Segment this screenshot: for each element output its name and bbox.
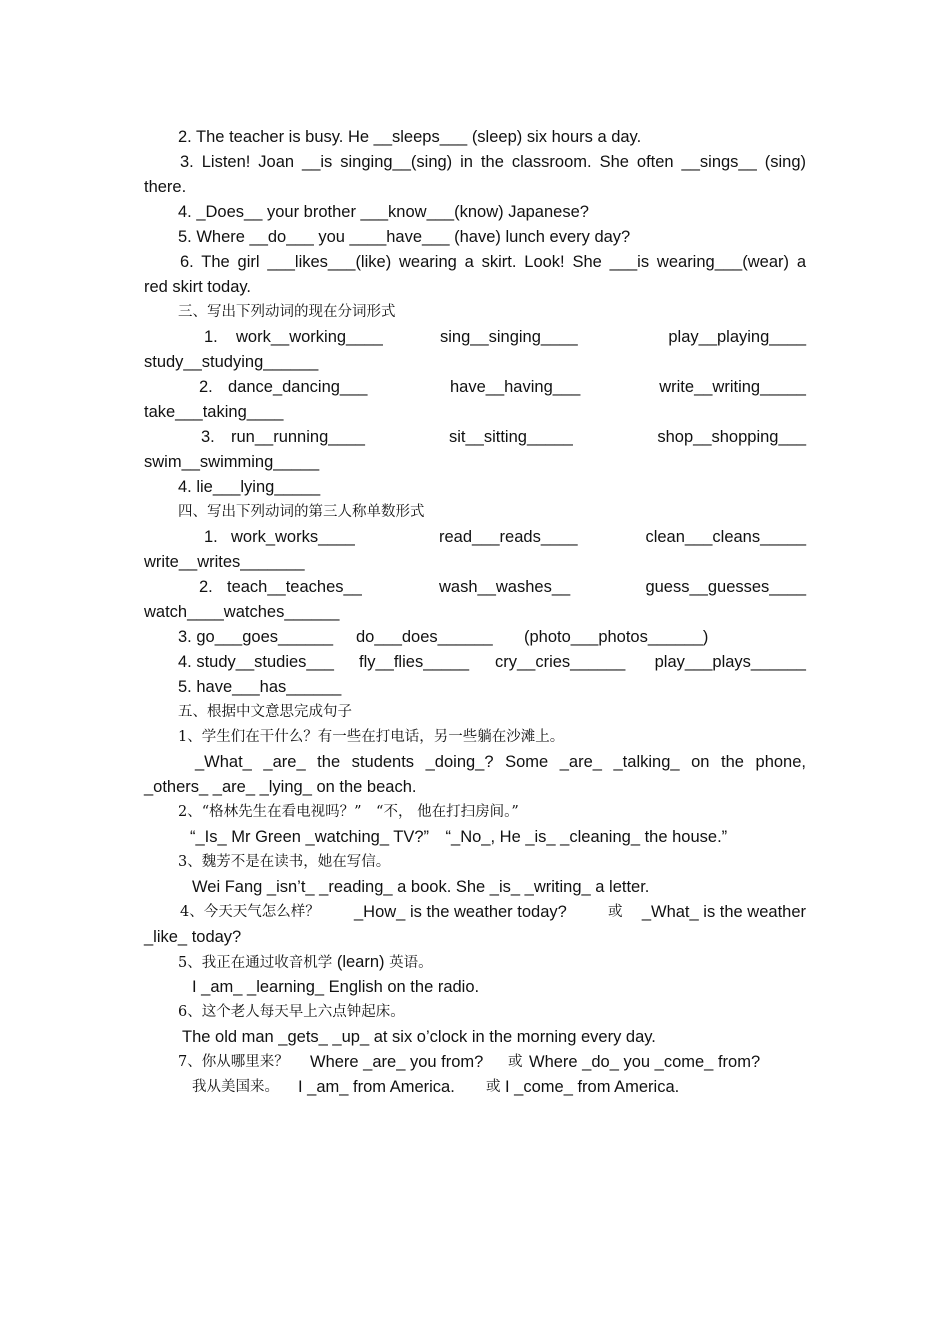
q4-line — [144, 900, 806, 925]
q4-chinese: 4、今天天气怎么样？ — [180, 904, 320, 920]
q4-or: 或 — [608, 904, 623, 920]
verb-answer: wash__washes__ — [439, 578, 571, 596]
row-number: 2. — [199, 578, 213, 596]
section-5-heading: 五、根据中文意思完成句子 — [178, 704, 352, 720]
q7-or: 或 — [508, 1054, 523, 1070]
verb-answer: dance_dancing___ — [228, 378, 368, 396]
q7-chinese: 7、你从哪里来？ — [178, 1054, 289, 1070]
verb-answer: guess__guesses____ — [645, 578, 806, 596]
q5-english: I _am_ _learning_ English on the radio. — [192, 978, 480, 996]
q7-answer-line — [144, 1075, 806, 1100]
q7-line — [144, 1050, 806, 1075]
verb-answer: clean___cleans_____ — [645, 528, 806, 546]
verb-answer: have__having___ — [450, 378, 581, 396]
row-number: 1. — [204, 528, 218, 546]
part4-row-5: 5. have___has______ — [178, 678, 342, 696]
part4-row-3 — [144, 625, 806, 650]
q1-english: _What_ _are_ the students _doing_? Some _are_ _talking_ on the phone, — [195, 753, 806, 771]
q4-english: _How_ is the weather today? — [354, 903, 567, 921]
q5-chinese-a: 5、我正在通过收音机学 — [178, 955, 333, 971]
exercise-2-4: 4. _Does__ your brother ___know___(know) Japanese? — [178, 203, 589, 221]
q2-chinese: 2、“格林先生在看电视吗？” “不， 他在打扫房间。” — [178, 804, 519, 820]
exercise-2-3: 3. Listen! Joan __is singing__(sing) in the classroom. She often __sings__ (sing) — [180, 153, 806, 171]
verb-answer: run__running____ — [231, 428, 365, 446]
q7-answer-or: 或 — [486, 1079, 501, 1095]
part3-row-2 — [144, 375, 806, 400]
q7-answer-english: I _am_ from America. — [298, 1078, 455, 1096]
verb-answer: 3. go___goes______ — [178, 628, 334, 646]
q4-english-cont: _like_ today? — [144, 928, 242, 946]
part4-row-2-cont: watch____watches______ — [144, 603, 340, 621]
part4-row-1 — [144, 525, 806, 550]
q6-english: The old man _gets_ _up_ at six o’clock in the morning every day. — [182, 1028, 656, 1046]
verb-answer: cry__cries______ — [495, 653, 626, 671]
q3-chinese: 3、魏芳不是在读书，她在写信。 — [178, 854, 391, 870]
exercise-2-6: 6. The girl ___likes___(like) wearing a skirt. Look! She ___is wearing___(wear) a — [180, 253, 806, 271]
q1-english-cont: _others_ _are_ _lying_ on the beach. — [144, 778, 417, 796]
q7-answer-english-alt: I _come_ from America. — [505, 1078, 680, 1096]
verb-answer: fly__flies_____ — [359, 653, 470, 671]
q4-english-alt: _What_ is the weather — [641, 903, 806, 921]
row-number: 1. — [204, 328, 218, 346]
verb-answer: do___does______ — [356, 628, 493, 646]
section-3-heading: 三、写出下列动词的现在分词形式 — [178, 304, 396, 320]
part4-row-1-cont: write__writes_______ — [144, 553, 305, 571]
exercise-2-6-cont: red skirt today. — [144, 278, 251, 296]
verb-answer: work_works____ — [231, 528, 355, 546]
part3-row-1-cont: study__studying______ — [144, 353, 319, 371]
verb-answer: play__playing____ — [668, 328, 806, 346]
q7-answer-chinese: 我从美国来。 — [192, 1079, 279, 1095]
verb-answer: work__working____ — [236, 328, 383, 346]
q7-english: Where _are_ you from? — [310, 1053, 484, 1071]
verb-answer: write__writing_____ — [659, 378, 806, 396]
q2-english: “_Is_ Mr Green _watching_ TV?” “_No_, He _is_ _cleaning_ the house.” — [190, 828, 728, 846]
part3-row-3 — [144, 425, 806, 450]
part3-row-4: 4. lie___lying_____ — [178, 478, 321, 496]
q5-verb-hint: (learn) — [332, 953, 390, 971]
verb-answer: sit__sitting_____ — [449, 428, 573, 446]
q5-chinese-b: 英语。 — [389, 955, 433, 971]
verb-answer: read___reads____ — [439, 528, 578, 546]
section-4-heading: 四、写出下列动词的第三人称单数形式 — [178, 504, 425, 520]
q1-chinese: 1、学生们在干什么？有一些在打电话，另一些躺在沙滩上。 — [178, 729, 565, 745]
q6-chinese: 6、这个老人每天早上六点钟起床。 — [178, 1004, 405, 1020]
verb-answer: (photo___photos______) — [524, 628, 709, 646]
q3-english: Wei Fang _isn’t_ _reading_ a book. She _is_ _writing_ a letter. — [192, 878, 650, 896]
part4-row-2 — [144, 575, 806, 600]
row-number: 3. — [201, 428, 215, 446]
part3-row-2-cont: take___taking____ — [144, 403, 284, 421]
verb-answer: teach__teaches__ — [227, 578, 362, 596]
part3-row-1 — [144, 325, 806, 350]
exercise-2-2: 2. The teacher is busy. He __sleeps___ (sleep) six hours a day. — [178, 128, 642, 146]
exercise-2-3-cont: there. — [144, 178, 187, 196]
part3-row-3-cont: swim__swimming_____ — [144, 453, 320, 471]
exercise-2-5: 5. Where __do___ you ____have___ (have) lunch every day? — [178, 228, 631, 246]
verb-answer: 4. study__studies___ — [178, 653, 334, 671]
q5-chinese — [144, 950, 806, 976]
verb-answer: play___plays______ — [654, 653, 806, 671]
row-number: 2. — [199, 378, 213, 396]
q7-english-alt: Where _do_ you _come_ from? — [529, 1053, 761, 1071]
verb-answer: sing__singing____ — [440, 328, 578, 346]
verb-answer: shop__shopping___ — [657, 428, 806, 446]
part4-row-4 — [144, 650, 806, 675]
